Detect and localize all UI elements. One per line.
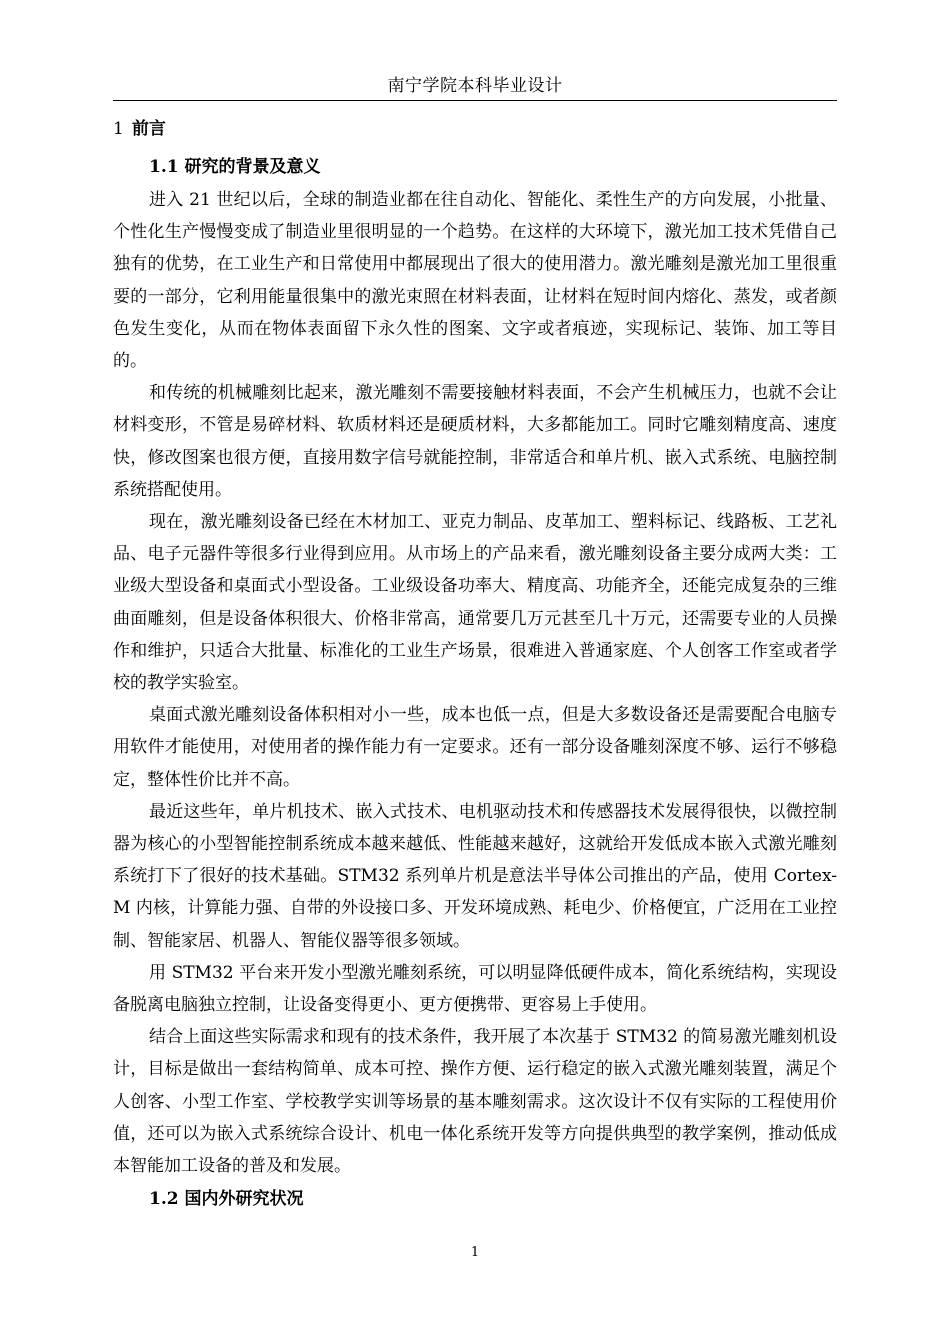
- paragraph-stm32-platform: 用 STM32 平台来开发小型激光雕刻系统，可以明显降低硬件成本，简化系统结构，实现设备脱离电脑独立控制，让设备变得更小、更方便携带、更容易上手使用。: [113, 962, 837, 1016]
- paragraph-intro: 进入 21 世纪以后，全球的制造业都在往自动化、智能化、柔性生产的方向发展，小批量、个性化生产慢慢变成了制造业里很明显的一个趋势。在这样的大环境下，激光加工技术凭借自己独有的优势，在工业生产和日常使用中都展现出了很大的使用潜力。激光雕刻是激光加工里很重要的一部分，它利用能量很集中的激光束照在材料表面，让材料在短时间内熔化、蒸发，或者颜色发生变化，从而在物体表面留下永久性的图案、文字或者痕迹，实现标记、装饰、加工等目的。: [113, 190, 837, 372]
- document-body: [113, 112, 837, 1216]
- paragraph-comparison: 和传统的机械雕刻比起来，激光雕刻不需要接触材料表面，不会产生机械压力，也就不会让材料变形，不管是易碎材料、软质材料还是硬质材料，大多都能加工。同时它雕刻精度高、速度快，修改图案也很方便，直接用数字信号就能控制，非常适合和单片机、嵌入式系统、电脑控制系统搭配使用。: [113, 383, 837, 500]
- section-number: 1: [113, 119, 124, 139]
- subsection-heading-research-status: 1.2 国内外研究状况: [149, 1189, 304, 1210]
- paragraph-market: 现在，激光雕刻设备已经在木材加工、亚克力制品、皮革加工、塑料标记、线路板、工艺礼品、电子元器件等很多行业得到应用。从市场上的产品来看，激光雕刻设备主要分成两大类：工业级大型设备和桌面式小型设备。工业级设备功率大、精度高、功能齐全，还能完成复杂的三维曲面雕刻，但是设备体积很大、价格非常高，通常要几万元甚至几十万元，还需要专业的人员操作和维护，只适合大批量、标准化的工业生产场景，很难进入普通家庭、个人创客工作室或者学校的教学实验室。: [113, 512, 837, 694]
- paragraph-desktop-devices: 桌面式激光雕刻设备体积相对小一些，成本也低一点，但是大多数设备还是需要配合电脑专用软件才能使用，对使用者的操作能力有一定要求。还有一部分设备雕刻深度不够、运行不够稳定，整体性价比并不高。: [113, 705, 837, 790]
- section-heading: [113, 112, 837, 146]
- subsection-heading-background: 1.1 研究的背景及意义: [149, 157, 321, 177]
- header-divider: [113, 100, 837, 101]
- paragraph-technology: 最近这些年，单片机技术、嵌入式技术、电机驱动技术和传感器技术发展得很快，以微控制器为核心的小型智能控制系统成本越来越低、性能越来越好，这就给开发低成本嵌入式激光雕刻系统打下了很好的技术基础。STM32 系列单片机是意法半导体公司推出的产品，使用 Cortex-M 内核，计算能力强、自带的外设接口多、开发环境成熟、耗电少、价格便宜，广泛用在工业控制、智能家居、机器人、智能仪器等很多领域。: [113, 801, 837, 951]
- section-title: 前言: [131, 119, 166, 139]
- page-header-title: 南宁学院本科毕业设计: [387, 76, 563, 96]
- page-number: 1: [470, 1245, 480, 1260]
- paragraph-design-goal: 结合上面这些实际需求和现有的技术条件，我开展了本次基于 STM32 的简易激光雕刻机设计，目标是做出一套结构简单、成本可控、操作方便、运行稳定的嵌入式激光雕刻装置，满足个人创客、小型工作室、学校教学实训等场景的基本雕刻需求。这次设计不仅有实际的工程使用价值，还可以为嵌入式系统综合设计、机电一体化系统开发等方向提供典型的教学案例，推动低成本智能加工设备的普及和发展。: [113, 1027, 837, 1177]
